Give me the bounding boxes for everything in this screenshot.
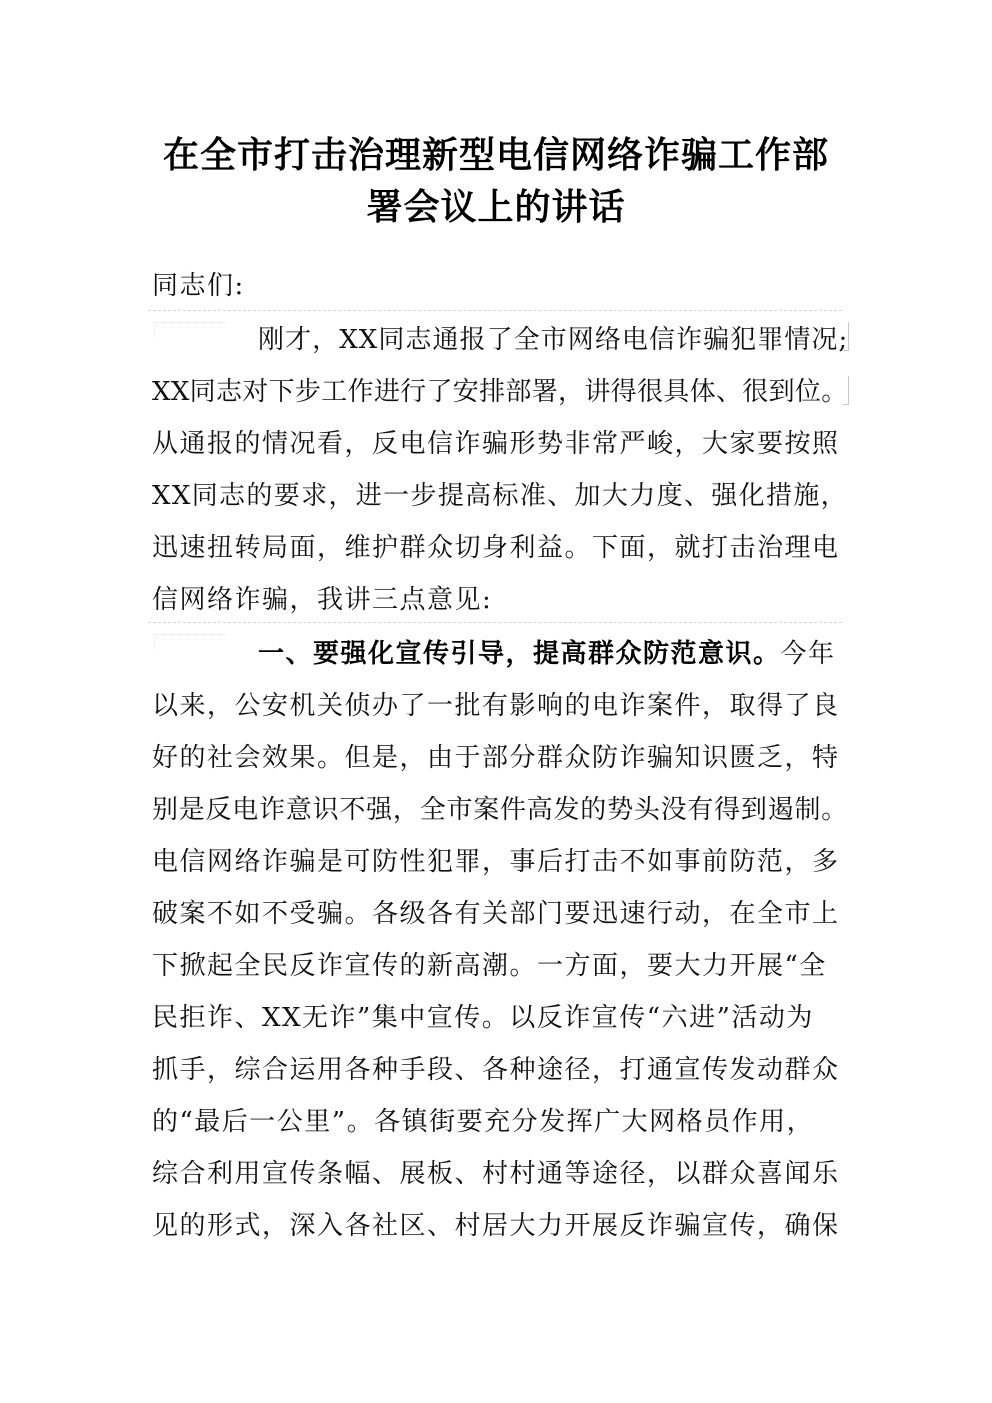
- heading-line-rest: 今年: [780, 639, 836, 669]
- paragraph-line: 别是反电诈意识不强，全市案件高发的势头没有得到遏制。: [152, 795, 849, 825]
- paragraph-line: 迅速扭转局面，维护群众切身利益。下面，就打击治理电: [152, 533, 840, 563]
- paragraph-mark: [154, 322, 225, 337]
- paragraph-line: 从通报的情况看，反电信诈骗形势非常严峻，大家要按照: [152, 429, 840, 459]
- paragraph-line: 见的形式，深入各社区、村居大力开展反诈骗宣传，确保: [152, 1211, 840, 1241]
- section-heading: 一、要强化宣传引导，提高群众防范意识。: [258, 639, 781, 669]
- paragraph-line: 以来，公安机关侦办了一批有影响的电诈案件，取得了良: [152, 691, 840, 721]
- paragraph-boundary-top: [148, 622, 842, 623]
- paragraph-line: 好的社会效果。但是，由于部分群众防诈骗知识匮乏，特: [152, 743, 840, 773]
- paragraph-line: [258, 634, 836, 674]
- paragraph-line: 下掀起全民反诈宣传的新高潮。一方面，要大力开展“全: [152, 951, 827, 981]
- paragraph-line: 综合利用宣传条幅、展板、村村通等途径，以群众喜闻乐: [152, 1159, 840, 1189]
- paragraph-line: 的“最后一公里”。各镇街要充分发挥广大网格员作用，: [152, 1107, 815, 1137]
- salutation: 同志们:: [152, 271, 245, 301]
- paragraph-line: 民拒诈、XX无诈”集中宣传。以反诈宣传“六进”活动为: [152, 1003, 814, 1033]
- paragraph-mark: [154, 634, 225, 649]
- paragraph-line: XX同志的要求，进一步提高标准、加大力度、强化措施，: [152, 481, 849, 511]
- paragraph-line: 破案不如不受骗。各级各有关部门要迅速行动，在全市上: [152, 899, 840, 929]
- paragraph-line: 电信网络诈骗是可防性犯罪，事后打击不如事前防范，多: [152, 847, 840, 877]
- document-title-line-2: 署会议上的讲话: [366, 186, 626, 228]
- paragraph-boundary-top: [148, 310, 842, 311]
- paragraph-line: XX同志对下步工作进行了安排部署，讲得很具体、很到位。: [152, 377, 848, 407]
- paragraph-line: 抓手，综合运用各种手段、各种途径，打通宣传发动群众: [152, 1055, 840, 1085]
- paragraph-line: 信网络诈骗，我讲三点意见:: [152, 585, 493, 615]
- paragraph-line: 刚才，XX同志通报了全市网络电信诈骗犯罪情况;: [258, 325, 849, 355]
- document-title-line-1: 在全市打击治理新型电信网络诈骗工作部: [162, 134, 829, 176]
